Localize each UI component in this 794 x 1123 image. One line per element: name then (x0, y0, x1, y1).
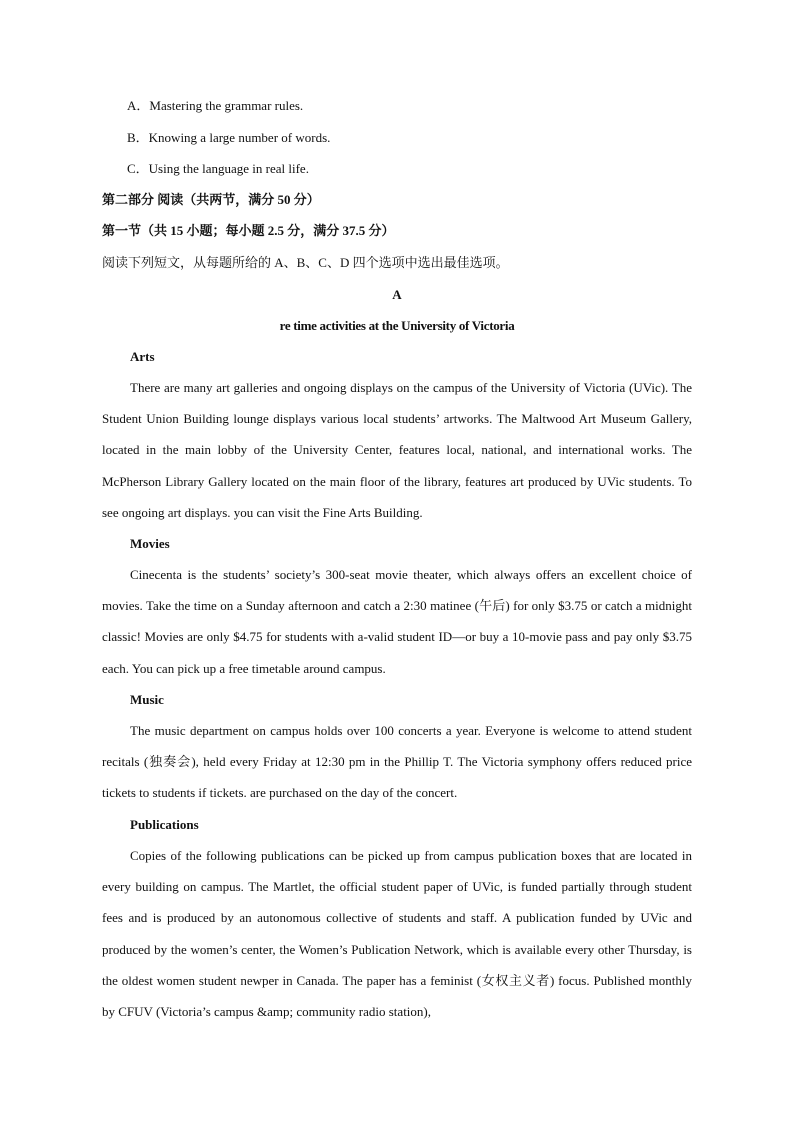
publications-paragraph: Copies of the following publications can be picked up from campus publication boxes that are located in every building on campus. The Martlet, the official student paper of UVic, is funded partially through student fees and is produced by an autonomous collective of students and staff. A publication funded by UVic and produced by the women’s center, the Women’s Publication Network, which is available every other Thursday, is the oldest women student newper in Canada. The paper has a feminist (女权主义者) focus. Published monthly by CFUV (Victoria’s campus &amp; community radio station), (102, 848, 692, 1020)
movies-heading: Movies (130, 536, 170, 551)
movies-paragraph: Cinecenta is the students’ society’s 300-seat movie theater, which always offers an excellent choice of movies. Take the time on a Sunday afternoon and catch a 2:30 matinee (午后) for only $3.75 or catch a midnight classic! Movies are only $4.75 for students with a-valid student ID—or buy a 10-movie pass and pay only $3.75 each. You can pick up a free timetable around campus. (102, 567, 692, 676)
option-a: A．Mastering the grammar rules. (127, 98, 304, 113)
section-heading: 第一节（共 15 小题；每小题 2.5 分，满分 37.5 分） (102, 223, 395, 238)
option-c: C．Using the language in real life. (127, 161, 309, 176)
music-paragraph: The music department on campus holds over 100 concerts a year. Everyone is welcome to attend student recitals (独奏会), held every Friday at 12:30 pm in the Phillip T. The Victoria symphony offers reduced price tickets to students if tickets. are purchased on the day of the concert. (102, 723, 692, 801)
instruction: 阅读下列短文，从每题所给的 A、B、C、D 四个选项中选出最佳选项。 (102, 255, 509, 270)
passage-letter: A (392, 287, 402, 302)
option-b: B．Knowing a large number of words. (127, 130, 331, 145)
arts-paragraph: There are many art galleries and ongoing displays on the campus of the University of Victoria (UVic). The Student Union Building lounge displays various local students’ artworks. The Maltwood Art Museum Gallery, located in the main lobby of the University Center, features local, national, and international works. The McPherson Library Gallery located on the main floor of the library, features art produced by UVic students. To see ongoing art displays. you can visit the Fine Arts Building. (102, 380, 692, 520)
arts-heading: Arts (130, 349, 155, 364)
music-heading: Music (130, 692, 164, 707)
publications-heading: Publications (130, 817, 199, 832)
passage-title: re time activities at the University of Victoria (279, 318, 515, 333)
part-heading: 第二部分 阅读（共两节，满分 50 分） (102, 192, 320, 207)
